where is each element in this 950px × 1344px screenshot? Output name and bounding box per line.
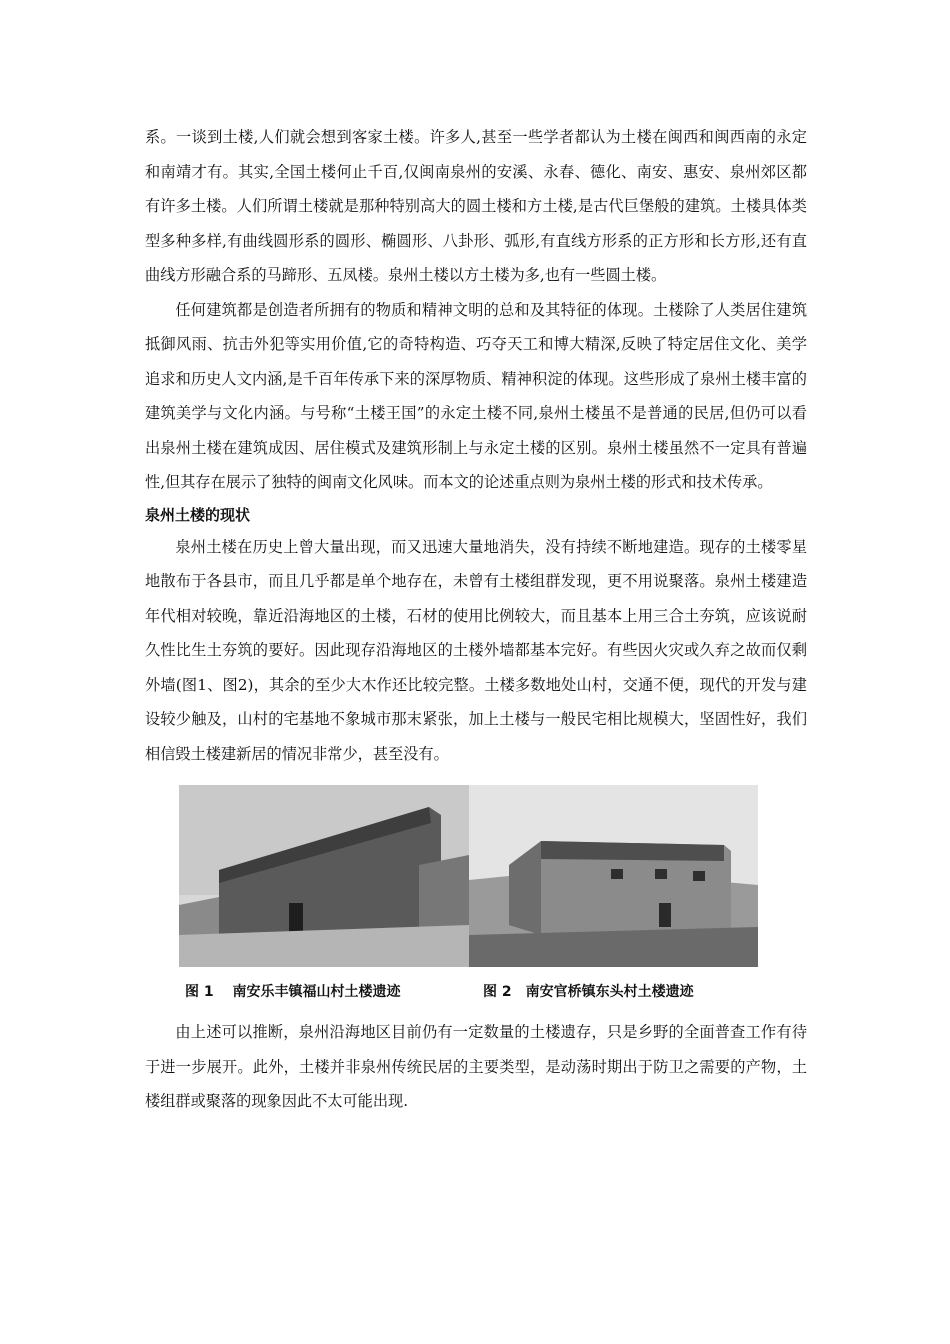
- section-heading: 泉州土楼的现状: [145, 505, 251, 524]
- paragraph-status: 泉州土楼在历史上曾大量出现，而又迅速大量地消失，没有持续不断地建造。现存的土楼零星地散布于各县市，而且几乎都是单个地存在，未曾有土楼组群发现，更不用说聚落。泉州土楼建造年代相对较晚，靠近沿海地区的土楼，石材的使用比例较大，而且基本上用三合土夯筑，应该说耐久性比生土夯筑的要好。因此现存沿海地区的土楼外墙都基本完好。有些因火灾或久弃之故而仅剩外墙(图1、图2)，其余的至少大木作还比较完整。土楼多数地处山村，交通不便，现代的开发与建设较少触及，山村的宅基地不象城市那末紧张，加上土楼与一般民宅相比规模大，坚固性好，我们相信毁土楼建新居的情况非常少，甚至没有。: [145, 537, 807, 763]
- figure-2-caption: 图 2 南安官桥镇东头村土楼遗迹: [483, 984, 694, 1000]
- paragraph-architecture: 任何建筑都是创造者所拥有的物质和精神文明的总和及其特征的体现。土楼除了人类居住建筑抵御风雨、抗击外犯等实用价值,它的奇特构造、巧夺天工和博大精深,反映了特定居住文化、美学追求和历史人文内涵,是千百年传承下来的深厚物质、精神积淀的体现。这些形成了泉州土楼丰富的建筑美学与文化内涵。与号称“土楼王国”的永定土楼不同,泉州土楼虽不是普通的民居,但仍可以看出泉州土楼在建筑成因、居住模式及建筑形制上与永定土楼的区别。泉州土楼虽然不一定具有普遍性,但其存在展示了独特的闽南文化风味。而本文的论述重点则为泉州土楼的形式和技术传承。: [145, 300, 807, 491]
- paragraph-intro: 系。一谈到土楼,人们就会想到客家土楼。许多人,甚至一些学者都认为土楼在闽西和闽西南的永定和南靖才有。其实,全国土楼何止千百,仅闽南泉州的安溪、永春、德化、南安、惠安、泉州郊区都有许多土楼。人们所谓土楼就是那种特别高大的圆土楼和方土楼,是古代巨堡般的建筑。土楼具体类型多种多样,有曲线圆形系的圆形、椭圆形、八卦形、弧形,有直线方形系的正方形和长方形,还有直曲线方形融合系的马蹄形、五凤楼。泉州土楼以方土楼为多,也有一些圆土楼。: [145, 128, 807, 284]
- figure-1-photo: [179, 785, 469, 967]
- paragraph-conclusion: 由上述可以推断，泉州沿海地区目前仍有一定数量的土楼遗存，只是乡野的全面普查工作有待于进一步展开。此外，土楼并非泉州传统民居的主要类型，是动荡时期出于防卫之需要的产物，土楼组群或聚落的现象因此不太可能出现.: [145, 1023, 807, 1110]
- document-body: [145, 120, 807, 1119]
- figure-row: [145, 785, 807, 1015]
- figure-1-caption: 图 1 南安乐丰镇福山村土楼遗迹: [185, 984, 401, 1000]
- figure-2-photo: [469, 785, 758, 967]
